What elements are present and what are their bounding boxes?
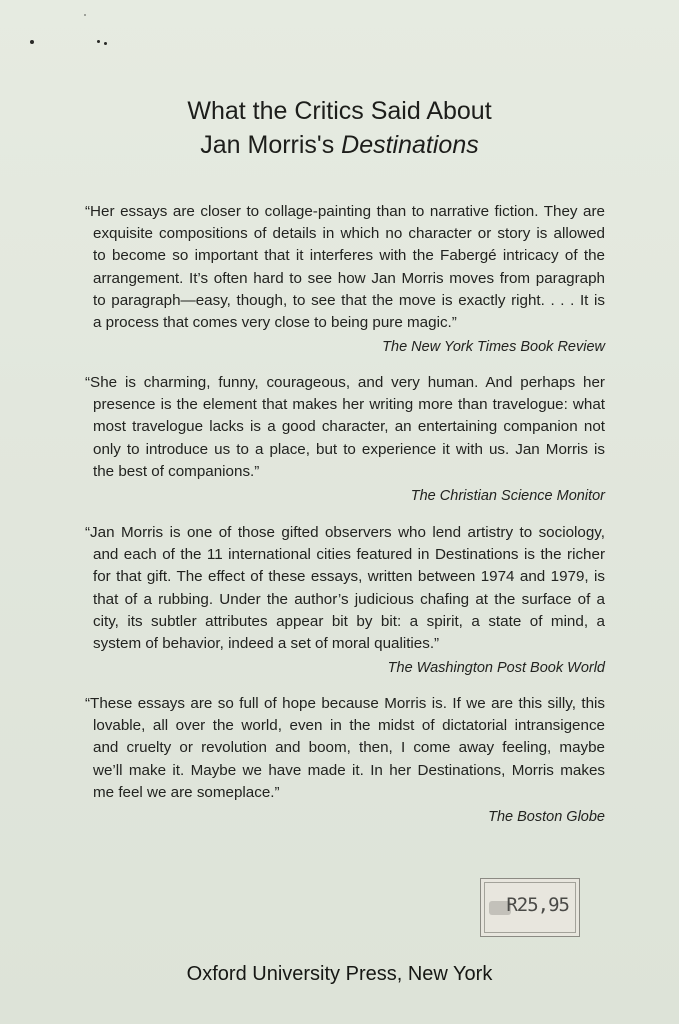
quote-line: system of behavior, indeed a set of moral qualities.”	[93, 635, 440, 653]
quote-line: me feel we are someplace.”	[93, 783, 280, 801]
quote-line: a process that comes very close to being pure magic.”	[93, 314, 457, 332]
quote-line: to paragraph—easy, though, to see that the move is exactly right. . . . It is	[93, 291, 605, 309]
quote-line: presence is the element that makes her writing more than travelogue: what	[93, 396, 605, 414]
review-quote-4	[85, 693, 605, 828]
dust-speck	[104, 42, 107, 45]
quote-line: for that gift. The effect of these essays, written between 1974 and 1979, is	[93, 568, 605, 586]
quote-line: we’ll make it. Maybe we have made it. In her Destinations, Morris makes	[93, 761, 605, 779]
quote-line: “Her essays are closer to collage-painting than to narrative fiction. They are	[85, 203, 605, 220]
review-source: The Washington Post Book World	[387, 660, 605, 677]
title-book-name: Destinations	[341, 131, 479, 159]
quote-line: lovable, all over the world, even in the midst of dictatorial intransigence	[93, 717, 605, 735]
review-quote-3	[85, 522, 605, 679]
quote-line: “She is charming, funny, courageous, and very human. And perhaps her	[85, 374, 605, 391]
quote-line: most travelogue lacks is a good character, an entertaining companion not	[93, 418, 605, 436]
quote-line: “These essays are so full of hope because Morris is. If we are this silly, this	[85, 695, 605, 712]
page-title	[0, 94, 679, 162]
publisher-imprint: Oxford University Press, New York	[186, 963, 493, 985]
review-quote-2	[85, 372, 605, 507]
quote-line: and cruelty or revolution and boom, then, I come away feeling, maybe	[93, 739, 605, 757]
quote-line: only to introduce us to a place, but to experience it with us. Jan Morris is	[93, 440, 605, 458]
quote-line: exquisite compositions of details in which no character or story is allowed	[93, 225, 605, 243]
dust-speck	[97, 40, 100, 43]
title-line-1: What the Critics Said About	[187, 97, 492, 125]
price-sticker	[480, 878, 580, 937]
quote-line: city, its subtler attributes appear bit by bit: a spirit, a state of mind, a	[93, 612, 605, 630]
quote-line: “Jan Morris is one of those gifted observers who lend artistry to sociology,	[85, 524, 605, 541]
review-source: The Christian Science Monitor	[410, 488, 605, 505]
quote-line: and each of the 11 international cities featured in Destinations is the richer	[93, 546, 605, 564]
dust-speck	[30, 40, 34, 44]
review-source: The Boston Globe	[488, 809, 605, 826]
title-author: Jan Morris's	[200, 131, 342, 159]
price-label: R25,95	[506, 894, 569, 916]
quote-line: the best of companions.”	[93, 462, 260, 480]
title-line-2	[0, 128, 679, 162]
dust-speck	[84, 14, 86, 16]
quote-line: arrangement. It’s often hard to see how Jan Morris moves from paragraph	[93, 269, 605, 287]
quote-line: to become so important that it interferes with the Fabergé intricacy of the	[93, 247, 605, 265]
quote-line: that of a rubbing. Under the author’s judicious chafing at the surface of a	[93, 590, 605, 608]
review-source: The New York Times Book Review	[382, 339, 605, 356]
review-quote-1	[85, 201, 605, 358]
